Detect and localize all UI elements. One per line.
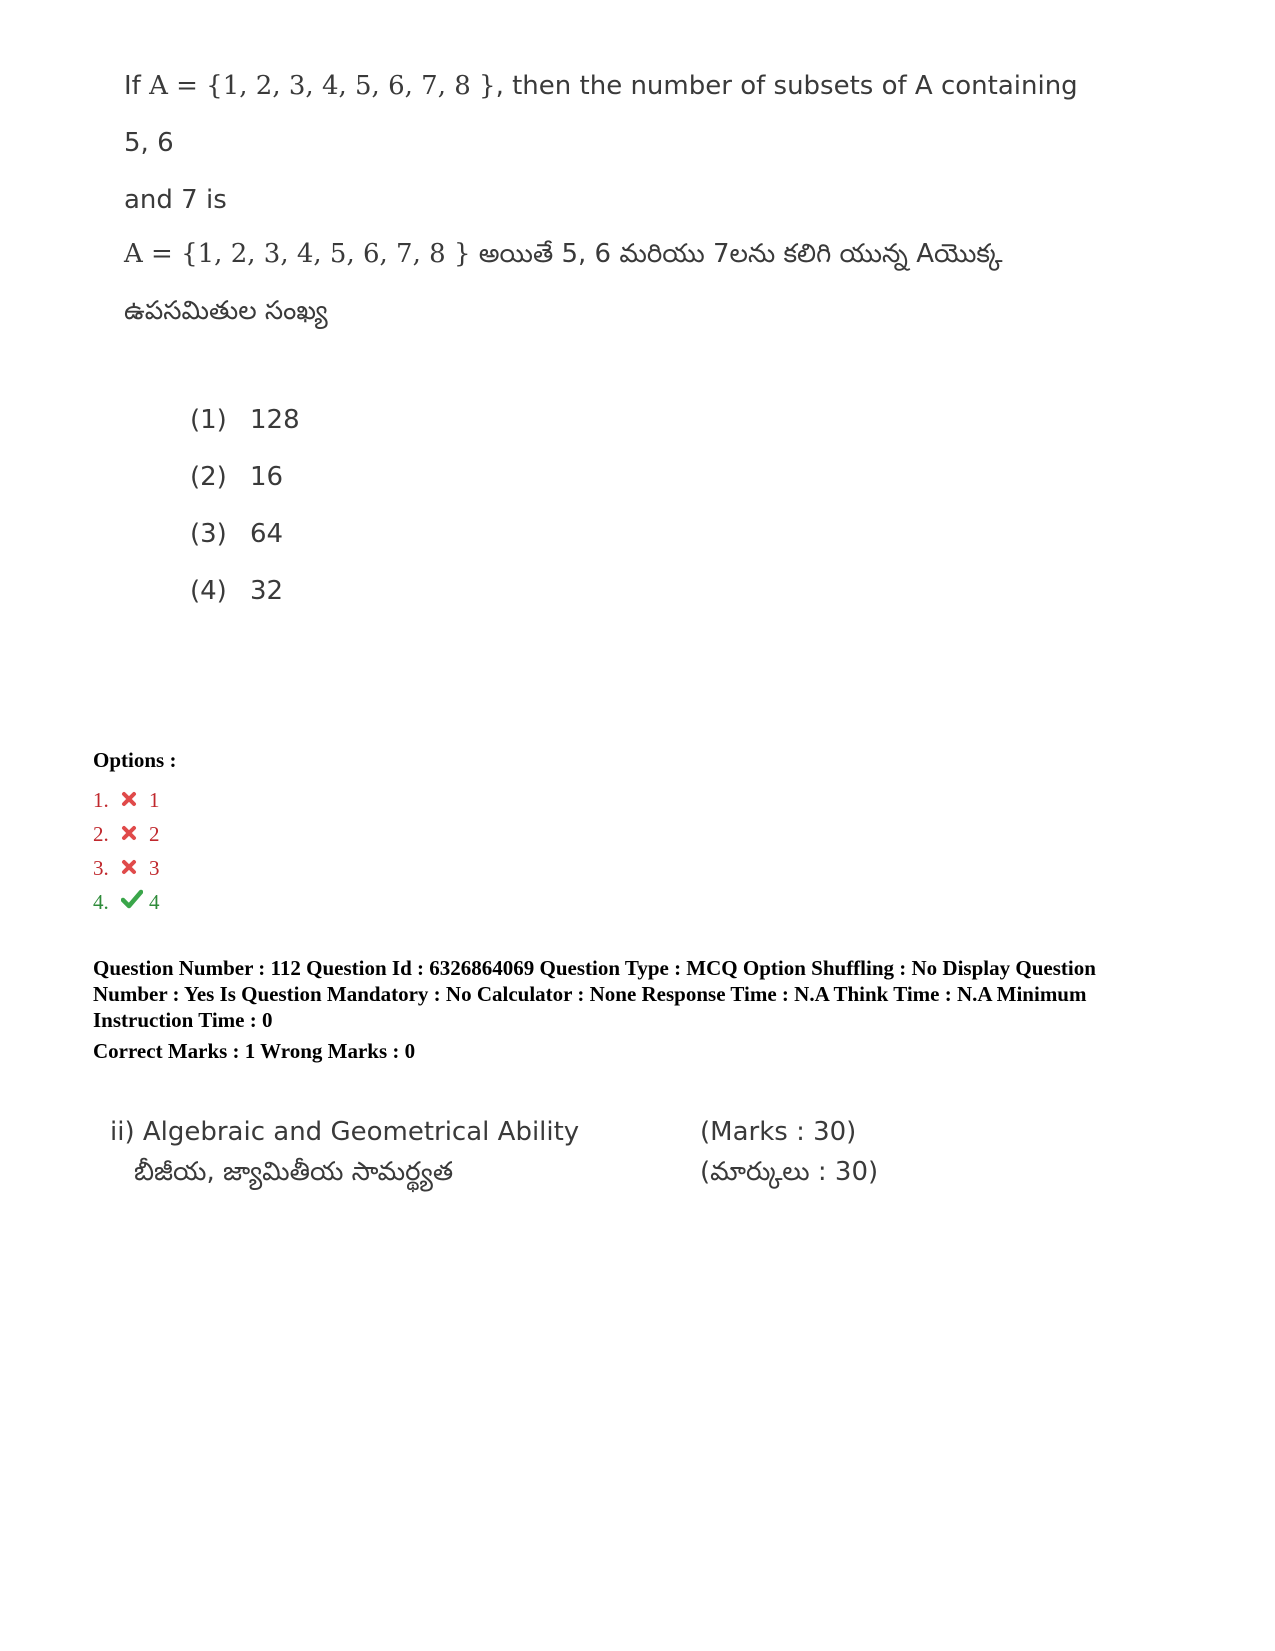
option-label: 4 xyxy=(149,890,160,914)
option-label: 1 xyxy=(149,788,160,812)
cross-icon xyxy=(121,817,143,839)
section-heading xyxy=(110,1112,930,1192)
section-title-telugu: బీజీయ, జ్యామితీయ సామర్థ్యత xyxy=(134,1157,454,1187)
choice-number: (2) xyxy=(190,462,227,492)
option-index: 1. xyxy=(93,788,109,812)
option-index: 2. xyxy=(93,822,109,846)
option-index: 3. xyxy=(93,856,109,880)
question-english-line2: and 7 is xyxy=(124,185,227,215)
question-telugu xyxy=(124,226,1084,340)
option-row-1 xyxy=(93,783,176,817)
choice-2 xyxy=(190,457,300,514)
choice-value: 32 xyxy=(250,576,284,606)
choice-number: (1) xyxy=(190,405,227,435)
choice-number: (3) xyxy=(190,519,227,549)
section-marks-english: (Marks : 30) xyxy=(700,1117,857,1147)
option-index: 4. xyxy=(93,890,109,914)
question-metadata xyxy=(93,955,1193,1064)
question-telugu-line1 xyxy=(124,226,1084,283)
question-english-prefix: If xyxy=(124,71,150,101)
choice-value: 16 xyxy=(250,462,284,492)
option-row-3 xyxy=(93,851,176,885)
options-title: Options : xyxy=(93,748,177,772)
choice-number: (4) xyxy=(190,576,227,606)
question-english-suffix: , then the number of subsets of A containing 5, 6 xyxy=(124,71,1078,158)
option-row-2 xyxy=(93,817,176,851)
question-telugu-suffix: అయితే 5, 6 మరియు 7లను కలిగి యున్న Aయొక్క xyxy=(470,239,1003,269)
section-marks-telugu: (మార్కులు : 30) xyxy=(700,1157,879,1187)
cross-icon xyxy=(121,851,143,873)
question-choices xyxy=(190,400,300,628)
answer-options xyxy=(93,748,176,919)
set-definition-math-telugu: A = {1, 2, 3, 4, 5, 6, 7, 8 } xyxy=(124,239,471,269)
option-label: 3 xyxy=(149,856,160,880)
option-row-4 xyxy=(93,885,176,919)
metadata-line-3: Instruction Time : 0 xyxy=(93,1008,273,1032)
question-telugu-line2: ఉపసమితుల సంఖ్య xyxy=(124,296,328,326)
choice-1 xyxy=(190,400,300,457)
section-heading-telugu xyxy=(110,1152,930,1192)
metadata-line-1: Question Number : 112 Question Id : 6326864069 Question Type : MCQ Option Shuffling : No Display Question xyxy=(93,956,1096,980)
metadata-line-2: Number : Yes Is Question Mandatory : No Calculator : None Response Time : N.A Think Time : N.A Minimum xyxy=(93,982,1087,1006)
set-definition-math: A = {1, 2, 3, 4, 5, 6, 7, 8 } xyxy=(149,71,496,101)
option-label: 2 xyxy=(149,822,160,846)
choice-3 xyxy=(190,514,300,571)
check-icon xyxy=(121,885,143,907)
choice-value: 64 xyxy=(250,519,284,549)
question-english-line1 xyxy=(124,58,1084,172)
choice-4 xyxy=(190,571,300,628)
question-english xyxy=(124,58,1084,229)
choice-value: 128 xyxy=(250,405,300,435)
section-heading-english xyxy=(110,1112,930,1152)
marks-info: Correct Marks : 1 Wrong Marks : 0 xyxy=(93,1039,416,1063)
cross-icon xyxy=(121,783,143,805)
section-title-english: ii) Algebraic and Geometrical Ability xyxy=(110,1117,580,1147)
